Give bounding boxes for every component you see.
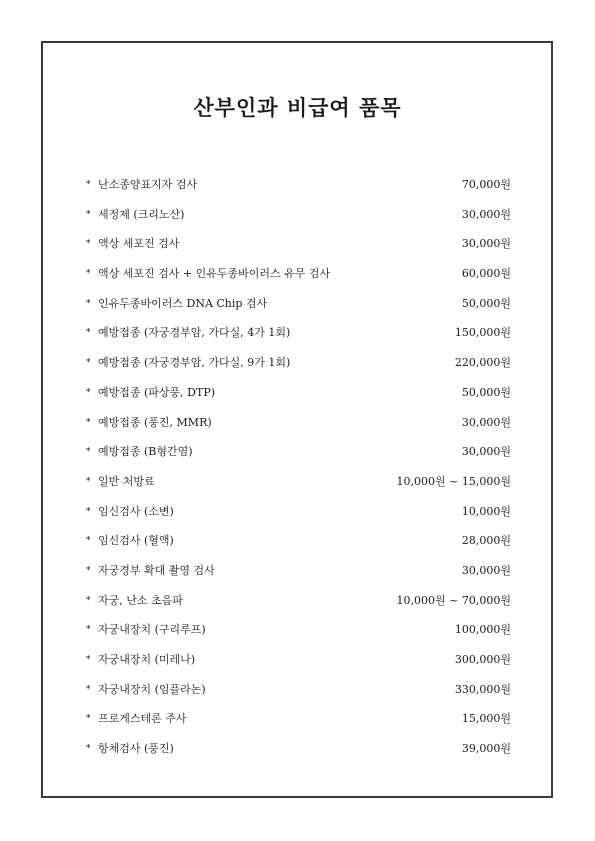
list-item (86, 678, 511, 708)
item-name: 자궁경부 확대 촬영 검사 (98, 563, 215, 577)
item-name: 예방접종 (자궁경부암, 가다실, 4가 1회) (98, 326, 291, 340)
bullet-marker: * (86, 476, 91, 487)
list-item (86, 648, 511, 678)
page-title: 산부인과 비급여 품목 (193, 95, 402, 120)
item-name: 임신검사 (혈액) (98, 534, 174, 548)
bullet-marker: * (86, 684, 91, 695)
item-name: 예방접종 (B형간염) (98, 445, 193, 459)
item-price: 15,000원 (461, 712, 511, 726)
item-price: 60,000원 (461, 267, 511, 281)
bullet-marker: * (86, 180, 91, 190)
bullet-marker: * (86, 744, 91, 755)
item-price: 70,000원 (461, 178, 511, 191)
item-price: 39,000원 (461, 742, 511, 756)
list-item (86, 559, 511, 589)
price-list (86, 173, 511, 767)
item-price: 330,000원 (454, 682, 511, 696)
bullet-marker: * (86, 387, 91, 398)
item-price: 100,000원 (454, 623, 511, 637)
bullet-marker: * (86, 209, 91, 220)
item-name: 자궁, 난소 초음파 (98, 593, 183, 607)
item-name: 자궁내장치 (미레나) (98, 653, 196, 666)
list-item (86, 232, 511, 262)
item-name: 일반 처방료 (98, 474, 155, 488)
list-item (86, 411, 511, 441)
list-item (86, 173, 511, 203)
list-item (86, 589, 511, 619)
item-name: 예방접종 (자궁경부암, 가다실, 9가 1회) (98, 356, 291, 370)
item-price: 150,000원 (454, 326, 511, 340)
list-item (86, 500, 511, 530)
bullet-marker: * (86, 239, 91, 250)
list-item (86, 737, 511, 767)
list-item (86, 203, 511, 233)
list-item (86, 351, 511, 381)
item-price: 50,000원 (461, 385, 511, 399)
item-price: 10,000원 ~ 15,000원 (396, 474, 511, 488)
bullet-marker: * (86, 358, 91, 369)
list-item (86, 440, 511, 470)
item-name: 세정제 (크리노산) (98, 207, 185, 221)
item-name: 임신검사 (소변) (98, 504, 174, 518)
list-item (86, 470, 511, 500)
item-price: 30,000원 (461, 237, 511, 251)
item-name: 난소종양표지자 검사 (98, 178, 198, 191)
item-price: 10,000원 ~ 70,000원 (396, 593, 511, 607)
item-name: 예방접종 (파상풍, DTP) (98, 385, 216, 399)
bullet-marker: * (86, 328, 91, 339)
item-price: 10,000원 (461, 504, 511, 518)
item-name: 액상 세포진 검사 (98, 237, 180, 251)
bullet-marker: * (86, 536, 91, 547)
item-name: 자궁내장치 (임플라논) (98, 682, 206, 696)
list-item (86, 292, 511, 322)
list-item (86, 707, 511, 737)
item-price: 28,000원 (461, 534, 511, 548)
item-price: 30,000원 (461, 563, 511, 577)
bullet-marker: * (86, 417, 91, 428)
bullet-marker: * (86, 565, 91, 576)
item-name: 프로게스테론 주사 (98, 712, 187, 726)
item-name: 자궁내장치 (구리루프) (98, 623, 206, 637)
list-item (86, 262, 511, 292)
list-item (86, 381, 511, 411)
bullet-marker: * (86, 714, 91, 725)
item-name: 예방접종 (풍진, MMR) (98, 415, 212, 429)
item-price: 50,000원 (461, 296, 511, 310)
item-name: 인유두종바이러스 DNA Chip 검사 (98, 296, 268, 310)
bullet-marker: * (86, 655, 91, 665)
item-price: 30,000원 (461, 445, 511, 459)
bullet-marker: * (86, 298, 91, 309)
item-name: 항체검사 (풍진) (98, 742, 174, 756)
item-name: 액상 세포진 검사 + 인유두종바이러스 유무 검사 (98, 267, 331, 281)
item-price: 30,000원 (461, 207, 511, 221)
item-price: 30,000원 (461, 415, 511, 429)
bullet-marker: * (86, 625, 91, 636)
list-item (86, 529, 511, 559)
bullet-marker: * (86, 506, 91, 517)
bullet-marker: * (86, 447, 91, 458)
bullet-marker: * (86, 269, 91, 280)
item-price: 220,000원 (454, 356, 511, 370)
bullet-marker: * (86, 595, 91, 606)
item-price: 300,000원 (454, 653, 511, 666)
list-item (86, 321, 511, 351)
list-item (86, 618, 511, 648)
